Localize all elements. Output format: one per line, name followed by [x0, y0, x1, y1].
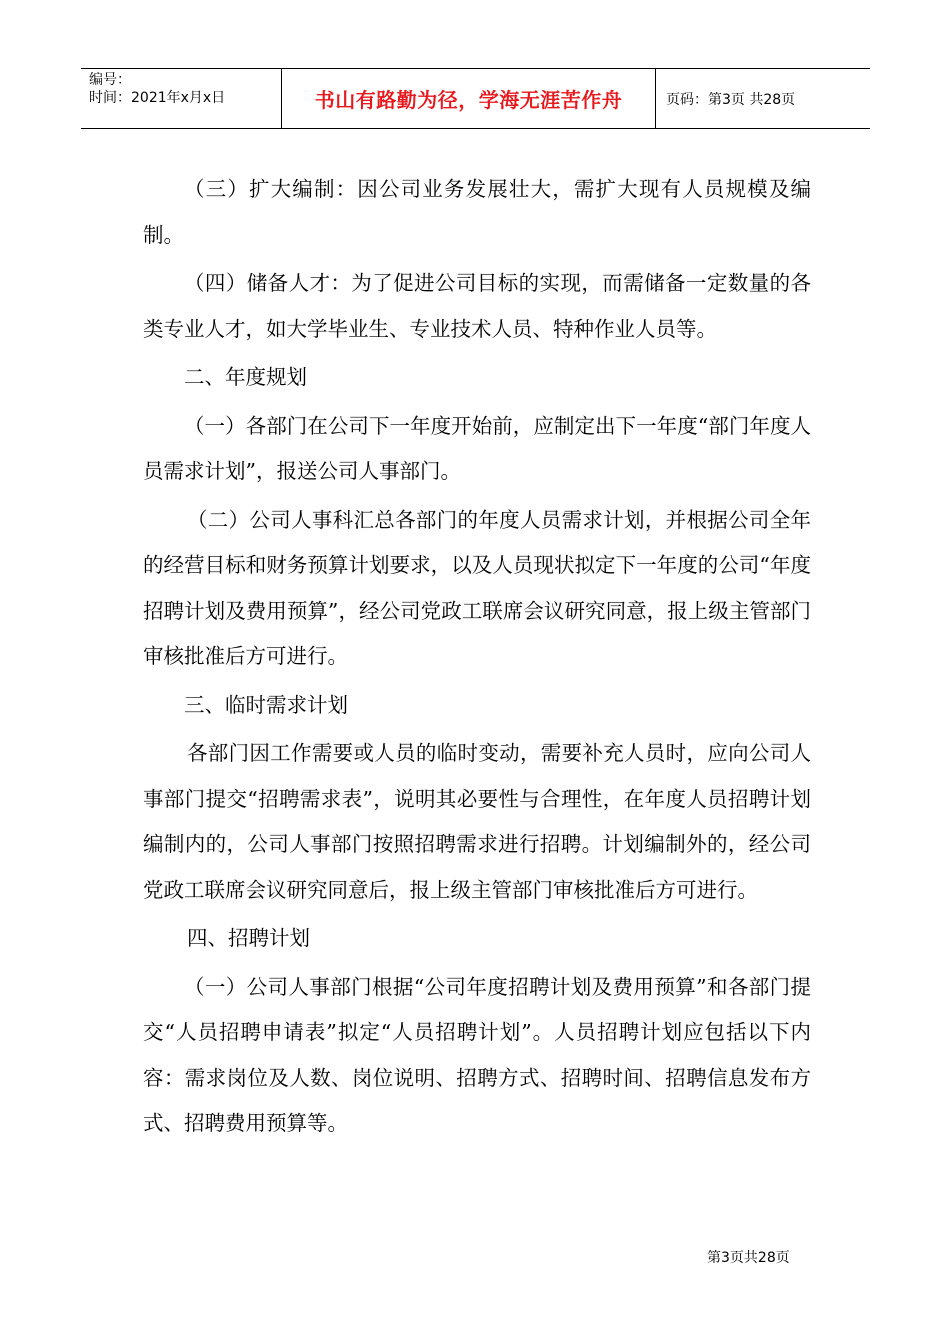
page-header: [81, 68, 870, 129]
header-page-info: 页码：第3页 共28页: [666, 91, 796, 108]
paragraph-reserve-talent: （四）储备人才：为了促进公司目标的实现，而需储备一定数量的各类专业人才，如大学毕业生、专业技术人员、特种作业人员等。: [143, 271, 811, 341]
paragraph-expand-staff: （三）扩大编制：因公司业务发展壮大，需扩大现有人员规模及编制。: [143, 177, 811, 247]
section-heading-recruit-plan: 四、招聘计划: [187, 926, 310, 950]
document-date: 时间：2021年x月x日: [89, 90, 226, 106]
paragraph-annual-2: （二）公司人事科汇总各部门的年度人员需求计划，并根据公司全年的经营目标和财务预算计划要求，以及人员现状拟定下一年度的公司“年度招聘计划及费用预算”，经公司党政工联席会议研究同意，报上级主管部门审核批准后方可进行。: [143, 507, 811, 668]
paragraph-temporary: 各部门因工作需要或人员的临时变动，需要补充人员时，应向公司人事部门提交“招聘需求表”，说明其必要性与合理性，在年度人员招聘计划编制内的，公司人事部门按照招聘需求进行招聘。计划编制外的，经公司党政工联席会议研究同意后，报上级主管部门审核批准后方可进行。: [143, 741, 811, 902]
paragraph-annual-1: （一）各部门在公司下一年度开始前，应制定出下一年度“部门年度人员需求计划”，报送公司人事部门。: [143, 413, 811, 483]
document-number: 编号：: [89, 72, 131, 88]
section-heading-annual-plan: 二、年度规划: [184, 365, 307, 389]
page-footer: 第3页共28页: [707, 1250, 790, 1266]
section-heading-temporary-plan: 三、临时需求计划: [184, 692, 348, 717]
header-meta: [81, 69, 282, 128]
header-motto: 书山有路勤为径，学海无涯苦作舟: [282, 69, 656, 128]
document-body: [143, 167, 811, 1150]
paragraph-recruit-1: （一）公司人事部门根据“公司年度招聘计划及费用预算”和各部门提交“人员招聘申请表”拟定“人员招聘计划”。人员招聘计划应包括以下内容：需求岗位及人数、岗位说明、招聘方式、招聘时间、招聘信息发布方式、招聘费用预算等。: [143, 974, 811, 1135]
